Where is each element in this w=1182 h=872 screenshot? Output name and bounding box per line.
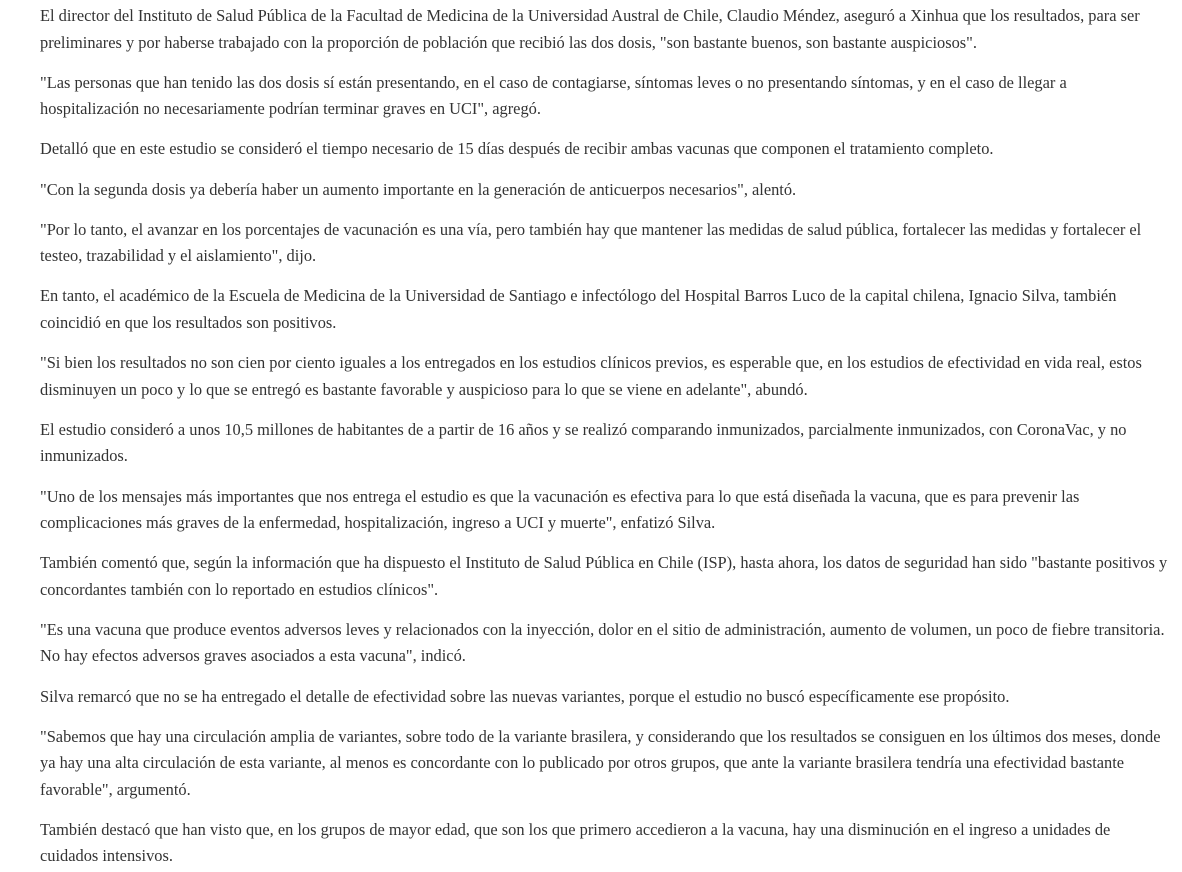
article-paragraph: "Si bien los resultados no son cien por ciento iguales a los entregados en los estudios clínicos previos, es esperable que, en los estudios de efectividad en vida real, estos disminuyen un poco y lo que se entregó es bastante favorable y auspicioso para lo que se viene en adelante", abundó.	[40, 353, 1142, 399]
article-paragraph: "Con la segunda dosis ya debería haber un aumento importante en la generación de anticuerpos necesarios", alentó.	[40, 179, 797, 199]
article-paragraph: Detalló que en este estudio se consideró el tiempo necesario de 15 días después de recibir ambas vacunas que componen el tratamiento completo.	[40, 139, 994, 159]
article-paragraph: En tanto, el académico de la Escuela de Medicina de la Universidad de Santiago e infectólogo del Hospital Barros Luco de la capital chilena, Ignacio Silva, también coincidió en que los resultados son positivos.	[40, 286, 1117, 332]
article-paragraph: También comentó que, según la información que ha dispuesto el Instituto de Salud Pública en Chile (ISP), hasta ahora, los datos de seguridad han sido "bastante positivos y concordantes también con lo reportado en estudios clínicos".	[40, 553, 1168, 599]
article-paragraph: El director del Instituto de Salud Pública de la Facultad de Medicina de la Universidad Austral de Chile, Claudio Méndez, aseguró a Xinhua que los resultados, para ser preliminares y por haberse trabajado con la proporción de población que recibió las dos dosis, "son bastante buenos, son bastante auspiciosos".	[40, 6, 1140, 52]
article-paragraph: Silva remarcó que no se ha entregado el detalle de efectividad sobre las nuevas variantes, porque el estudio no buscó específicamente ese propósito.	[40, 686, 1010, 706]
article-paragraph: También destacó que han visto que, en los grupos de mayor edad, que son los que primero accedieron a la vacuna, hay una disminución en el ingreso a unidades de cuidados intensivos.	[40, 819, 1111, 866]
article-paragraph: "Por lo tanto, el avanzar en los porcentajes de vacunación es una vía, pero también hay que mantener las medidas de salud pública, fortalecer las medidas y fortalecer el testeo, trazabilidad y el aislamiento", dijo.	[40, 219, 1142, 266]
article-paragraph: "Uno de los mensajes más importantes que nos entrega el estudio es que la vacunación es efectiva para lo que está diseñada la vacuna, que es para prevenir las complicaciones más graves de la enfermedad, hospitalización, ingreso a UCI y muerte", enfatizó Silva.	[40, 486, 1080, 532]
article-paragraph: "Sabemos que hay una circulación amplia de variantes, sobre todo de la variante brasilera, y considerando que los resultados se consiguen en los últimos dos meses, donde ya hay una alta circulación de esta variante, al menos es concordante con lo publicado por otros grupos, que ante la variante brasilera tendría una efectividad bastante favorable", argumentó.	[40, 726, 1161, 799]
article-paragraph: "Las personas que han tenido las dos dosis sí están presentando, en el caso de contagiarse, síntomas leves o no presentando síntomas, y en el caso de llegar a hospitalización no necesariamente podrían terminar graves en UCI", agregó.	[40, 72, 1067, 119]
article-paragraph: "Es una vacuna que produce eventos adversos leves y relacionados con la inyección, dolor en el sitio de administración, aumento de volumen, un poco de fiebre transitoria. No hay efectos adversos graves asociados a esta vacuna", indicó.	[40, 619, 1165, 666]
article-paragraph: El estudio consideró a unos 10,5 millones de habitantes de a partir de 16 años y se realizó comparando inmunizados, parcialmente inmunizados, con CoronaVac, y no inmunizados.	[40, 419, 1127, 466]
